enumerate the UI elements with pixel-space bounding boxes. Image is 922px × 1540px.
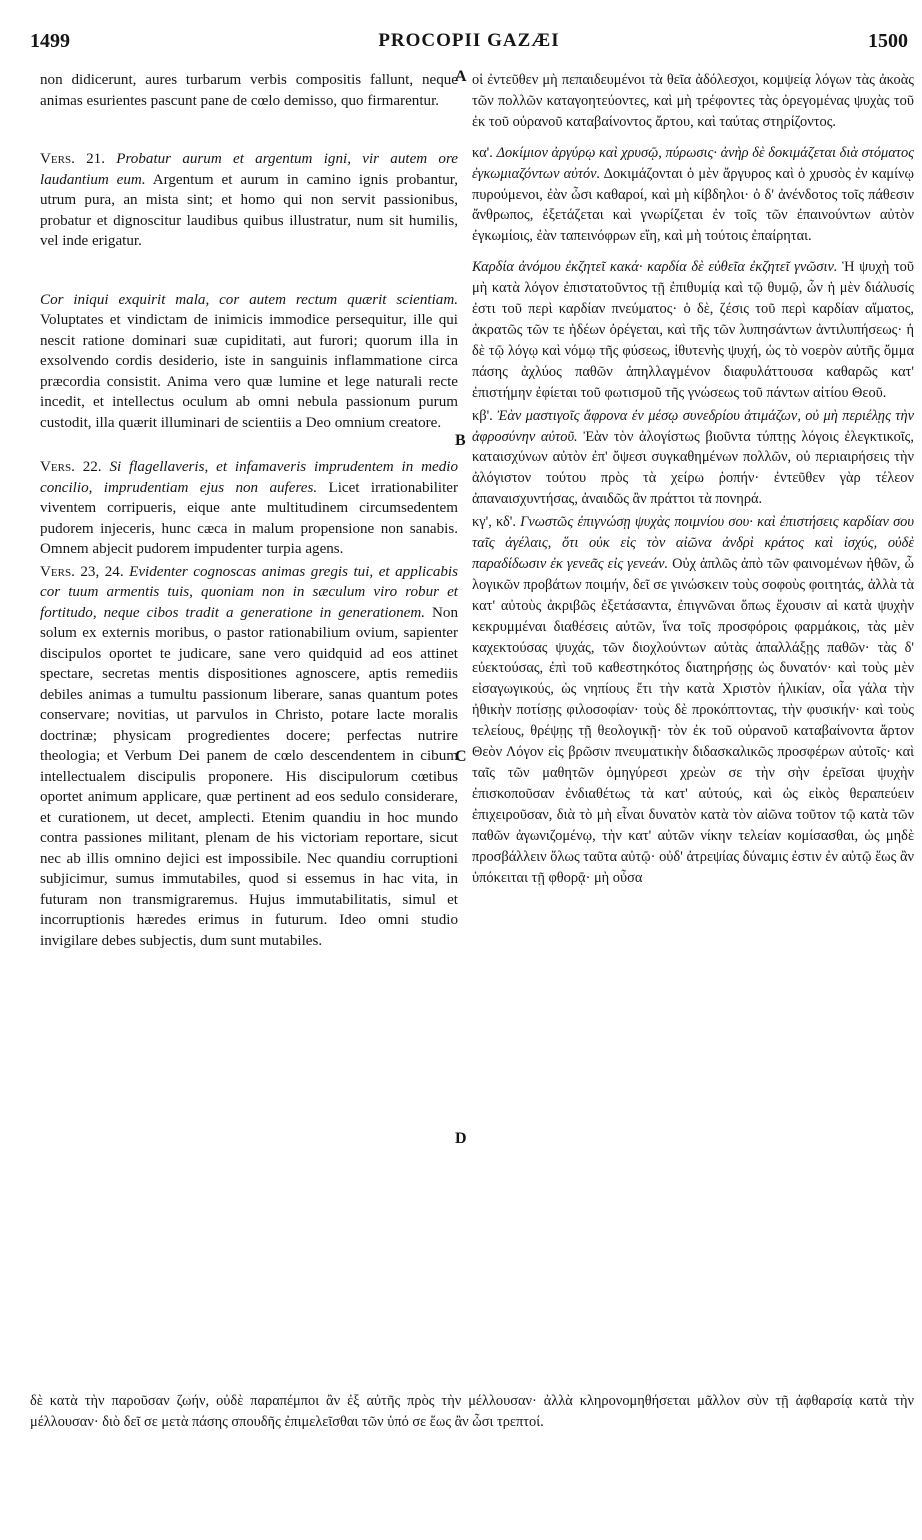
greek-text: Δοκιμάζονται ὁ μὲν ἄργυρος καὶ ὁ χρυσὸς ἐν καμίνῳ πυρούμενοι, ἐὰν ὦσι καθαροί, καὶ μὴ κίβδηλοι· ὁ δ' ἀνένδοτος τοῖς πάθεσιν ἄνθρωπος, ἐξετάζεται καὶ γνωρίζεται ἐν τοῖς τῶν ἐπαινούντων αὐτὸν ἐγκωμίοις, ἐὰν ταπεινόφρων εἴη, καὶ μὴ τούτοις ἐπαίρηται. <box>472 165 914 245</box>
latin-text: Non solum ex externis moribus, o pastor rationabilium ovium, sapienter discipulos oportet te judicare, sane vero quidquid ad eos attinet spectare, secretas mentis dispositiones agnoscere, aptis remediis debiles animas a tumultu passionum liberare, sanas quantum potes conservare; novitias, ut parvulos in Christo, potare lacte moralis doctrinæ; physicam progredientes docere; perfectas nutrire theologia; et Verbum Dei panem de cœlo descendentem in cibum intellectualem discipulis proponere. His discipulorum cœtibus oportet animum applicare, quæ pertinent ad eos sedulo considerare, et curationem, ut decet, amplecti. Etenim quandiu in hoc mundo contra passiones militant, plenam de his victoriam reportare, sicut nec ab illis omnino dejici est impossibile. Nec quandiu corruptioni subjicimur, sumus immutabiles, quod si essemus in hac vita, in futuram non transmigraremus. Hujus immutabilitatis, simul et incorruptionis hæredes erimus in futurum. Ideo omni studio invigilare debes subjectis, dum sunt mutabiles. <box>40 604 458 949</box>
latin-paragraph-2 <box>40 149 458 252</box>
latin-text: non didicerunt, aures turbarum verbis compositis fallunt, neque animas esurientes pascunt pane de cœlo demisso, quo firmarentur. <box>40 72 458 109</box>
greek-paragraph-5 <box>472 512 914 888</box>
latin-text: Argentum et aurum in camino ignis probantur, utrum pura, an mista sint; et homo qui non servit passionibus, probatur et dignoscitur laudibus quibus illustratur, num sit humilis, vel inde erigatur. <box>40 171 458 249</box>
greek-paragraph-3 <box>472 257 914 403</box>
greek-continuation-text: δὲ κατὰ τὴν παροῦσαν ζωήν, οὐδὲ παραπέμποι ἂν ἐξ αὐτῆς πρὸς τὴν μέλλουσαν· ἀλλὰ κληρονομηθήσεται μᾶλλον σὺν τῇ ἀφθαρσίᾳ κατὰ τὴν μέλλουσαν· διὸ δεῖ σε μετὰ πάσης σπουδῆς ἐπιμελεῖσθαι τῶν ὑπό σε ἕως ἂν ὦσι τρεπτοί. <box>30 1393 914 1430</box>
verse-lemma: Probatur aurum et argentum igni, vir autem ore laudantium eum. <box>40 151 458 188</box>
latin-paragraph-3 <box>40 290 458 434</box>
section-letter-c: C <box>455 748 467 765</box>
page-number-right: 1500 <box>868 30 908 52</box>
greek-column <box>472 70 914 888</box>
latin-paragraph-1 <box>40 70 458 111</box>
greek-paragraph-1 <box>472 70 914 133</box>
greek-paragraph-4 <box>472 406 914 511</box>
latin-column <box>40 70 458 951</box>
verse-number: Vers. 22. <box>40 459 102 475</box>
verse-number: κβ'. <box>472 407 493 424</box>
verse-lemma: Καρδία ἀνόμου ἐκζητεῖ κακά· καρδία δὲ εὐθεῖα ἐκζητεῖ γνῶσιν. <box>472 259 838 276</box>
verse-lemma: Ἐὰν μαστιγοῖς ἄφρονα ἐν μέσῳ συνεδρίου ἀτιμάζων, οὐ μὴ περιέλῃς τὴν ἀφροσύνην αὐτοῦ. <box>472 407 914 445</box>
latin-text: Voluptates et vindictam de inimicis immodice persequitur, ille qui nescit ratione dominari suæ cupiditati, aut furori; quorum illa in exsolvendo cordis desiderio, iste in sanguinis inflammatione circa præcordia consistit. Anima vero quæ lumine et lege naturali recte incedit, et intellectus oculum ab omni nebula passionum purum custodit, illa quærit illuminari de scientiis a Deo omnium creatore. <box>40 312 458 431</box>
page-number-left: 1499 <box>30 30 70 52</box>
running-header <box>30 30 908 62</box>
greek-text: οἱ ἐντεῦθεν μὴ πεπαιδευμένοι τὰ θεῖα ἀδόλεσχοι, κομψείᾳ λόγων τὰς ἀκοὰς τῶν πολλῶν καταγοητεύοντες, καὶ μὴ τρέφοντες τὰς ὀρεγομένας ψυχὰς τοῦ ἐκ τοῦ οὐρανοῦ καταβαίνοντος ἄρτου, καὶ ταύτας στηρίζοντος. <box>472 72 914 130</box>
section-letter-d: D <box>455 1130 467 1147</box>
latin-paragraph-4 <box>40 457 458 560</box>
verse-number: Vers. 23, 24. <box>40 563 124 580</box>
greek-text: Οὐχ ἁπλῶς ἀπὸ τῶν φαινομένων ἠθῶν, ὦ λογικῶν προβάτων ποιμήν, δεῖ σε γινώσκειν τοὺς σοφοὺς φοιτητάς, ἀλλὰ τὰ κατ' αὐτοὺς ἀκριβῶς ἐξετάσαντα, ἐπιγνῶναι ὅπως ἔχουσιν αἱ κατὰ ψυχὴν κεκρυμμέναι διαθέσεις αὐτῶν, ἵνα τοῖς προσφόροις φαρμάκοις, τὰς μὲν καχεκτούσας ψυχάς, τῶν διοχλούντων αὐτὰς ἀπαλλάξῃς παθῶν· τὰς δ' εὐεκτούσας, ἐπὶ τοῦ καθεστηκότος διατηρήσῃς ὡς δυνατόν· καὶ τοὺς μὲν εἰσαγωγικούς, ὡς νηπίους ἔτι τὴν κατὰ Χριστὸν ἡλικίαν, οἷα γάλα τὴν ἠθικὴν ποτίσῃς φιλοσοφίαν· τοὺς δὲ προκόπτοντας, τὴν φυσικήν· καὶ τοὺς τελείους, θρέψῃς τῇ θεολογικῇ· τὸν ἐκ τοῦ οὐρανοῦ καταβαίνοντα ἄρτον Θεὸν Λόγον εἰς βρῶσιν πνευματικὴν διδασκαλικῶς προσφέρων αὐτοῖς· καὶ ταῖς τῶν μαθητῶν ὁμηγύρεσι χρεὼν σε τὴν σὴν ἐρεῖσαι ψυχὴν ἐπισκοποῦσαν ἐνδιαθέτως τὰ κατ' αὐτούς, καὶ ὡς εἰκὸς θεραπεύειν ἐπιχειροῦσαν, διὰ τὸ μὴ εἶναι δυνατὸν κατὰ τὸν αἰῶνα τοῦτον τῷ κατὰ τῶν παθῶν ἀγωνιζομένῳ, τὴν κατ' αὐτῶν νίκην τελείαν κομίσασθαι, ὡς μηδὲ προσβάλλειν ὅλως ταῦτα αὐτῷ· οὐδ' ἀτρεψίας δύναμις ἐστιν ἐν αὐτῷ ἕως ἂν ὑπόκειται τῇ φθορᾷ· μὴ οὖσα <box>472 555 914 886</box>
verse-lemma: Si flagellaveris, et infamaveris imprudentem in medio concilio, imprudentiam ejus non auferes. <box>40 459 458 496</box>
section-letter-a: A <box>455 68 467 85</box>
section-letter-b: B <box>455 432 466 449</box>
verse-lemma: Δοκίμιον ἀργύρῳ καὶ χρυσῷ, πύρωσις· ἀνὴρ δὲ δοκιμάζεται διὰ στόματος ἐγκωμιαζόντων αὐτόν. <box>472 144 914 182</box>
verse-lemma: Γνωστῶς ἐπιγνώσῃ ψυχὰς ποιμνίου σου· καὶ ἐπιστήσεις καρδίαν σου ταῖς ἀγέλαις, ὅτι οὐκ εἰς τὸν αἰῶνα ἀνδρὶ κράτος καὶ ἰσχύς, οὐδὲ παραδίδωσιν ἐκ γενεᾶς εἰς γενεάν. <box>472 514 914 572</box>
greek-text: Ἡ ψυχὴ τοῦ μὴ κατὰ λόγον ἐπιστατοῦντος τῇ ἐπιθυμίᾳ καὶ τῷ θυμῷ, ὧν ἡ μὲν διάλυσίς ἐστι τοῦ περὶ καρδίαν πνεύματος· ὁ δὲ, ζέσις τοῦ περὶ καρδίαν αἵματος, ἀκρατῶς τῶν τε ἡδέων ὀρέγεται, καὶ τῆς τῶν λυπησάντων ἀντιλυπήσεως· ἡ δὲ τῷ λόγῳ καὶ νόμῳ τῆς φύσεως, ἰθυτενὴς ψυχή, ὡς τὸ νοερὸν αὐτῆς ὄμμα πάσης ἀχλύος παθῶν ἀπηλλαγμένον διαφυλάττουσα καθαρῶς κατ' ἐπιστήμην ἐφίεται τοῦ φωτισμοῦ τῆς γνώσεως τοῦ πάντων αἰτίου Θεοῦ. <box>472 259 914 401</box>
greek-paragraph-2 <box>472 143 914 248</box>
latin-text: Licet irrationabiliter viventem corripueris, eique ante multitudinem circumsedentem pudorem injeceris, hunc cæca in malum propensione non sanabis. Omnem abjecit pudorem impudenter turpia agens. <box>40 479 459 557</box>
verse-number: κγ', κδ'. <box>472 514 516 531</box>
running-title: PROCOPII GAZÆI <box>378 30 560 51</box>
latin-paragraph-5 <box>40 562 458 952</box>
bottom-continuation <box>30 1391 914 1433</box>
verse-lemma: Cor iniqui exquirit mala, cor autem rectum quærit scientiam. <box>40 291 458 308</box>
verse-lemma: Evidenter cognoscas animas gregis tui, et applicabis cor tuum armentis tuis, quoniam non in sæculum viro robur et fortitudo, neque cibos tradit a generatione in generationem. <box>40 563 458 621</box>
greek-text: Ἐὰν τὸν ἀλογίστως βιοῦντα τύπτῃς λόγοις ἐλεγκτικοῖς, καταισχύνων αὐτὸν ἐπ' ὄψεσι συγκαθημένων πολλῶν, οὐ περιαιρήσεις τὴν ἀλόγιστον τούτου πρὸς τὰ χείρω ῥοπήν· ἐντεῦθεν γὰρ τέλεον ἀπαναισχυντήσας, ἀναιδῶς ἂν πράττοι τὰ πονηρά. <box>472 428 914 508</box>
verse-number: κα'. <box>472 144 493 161</box>
verse-number: Vers. 21. <box>40 151 105 167</box>
